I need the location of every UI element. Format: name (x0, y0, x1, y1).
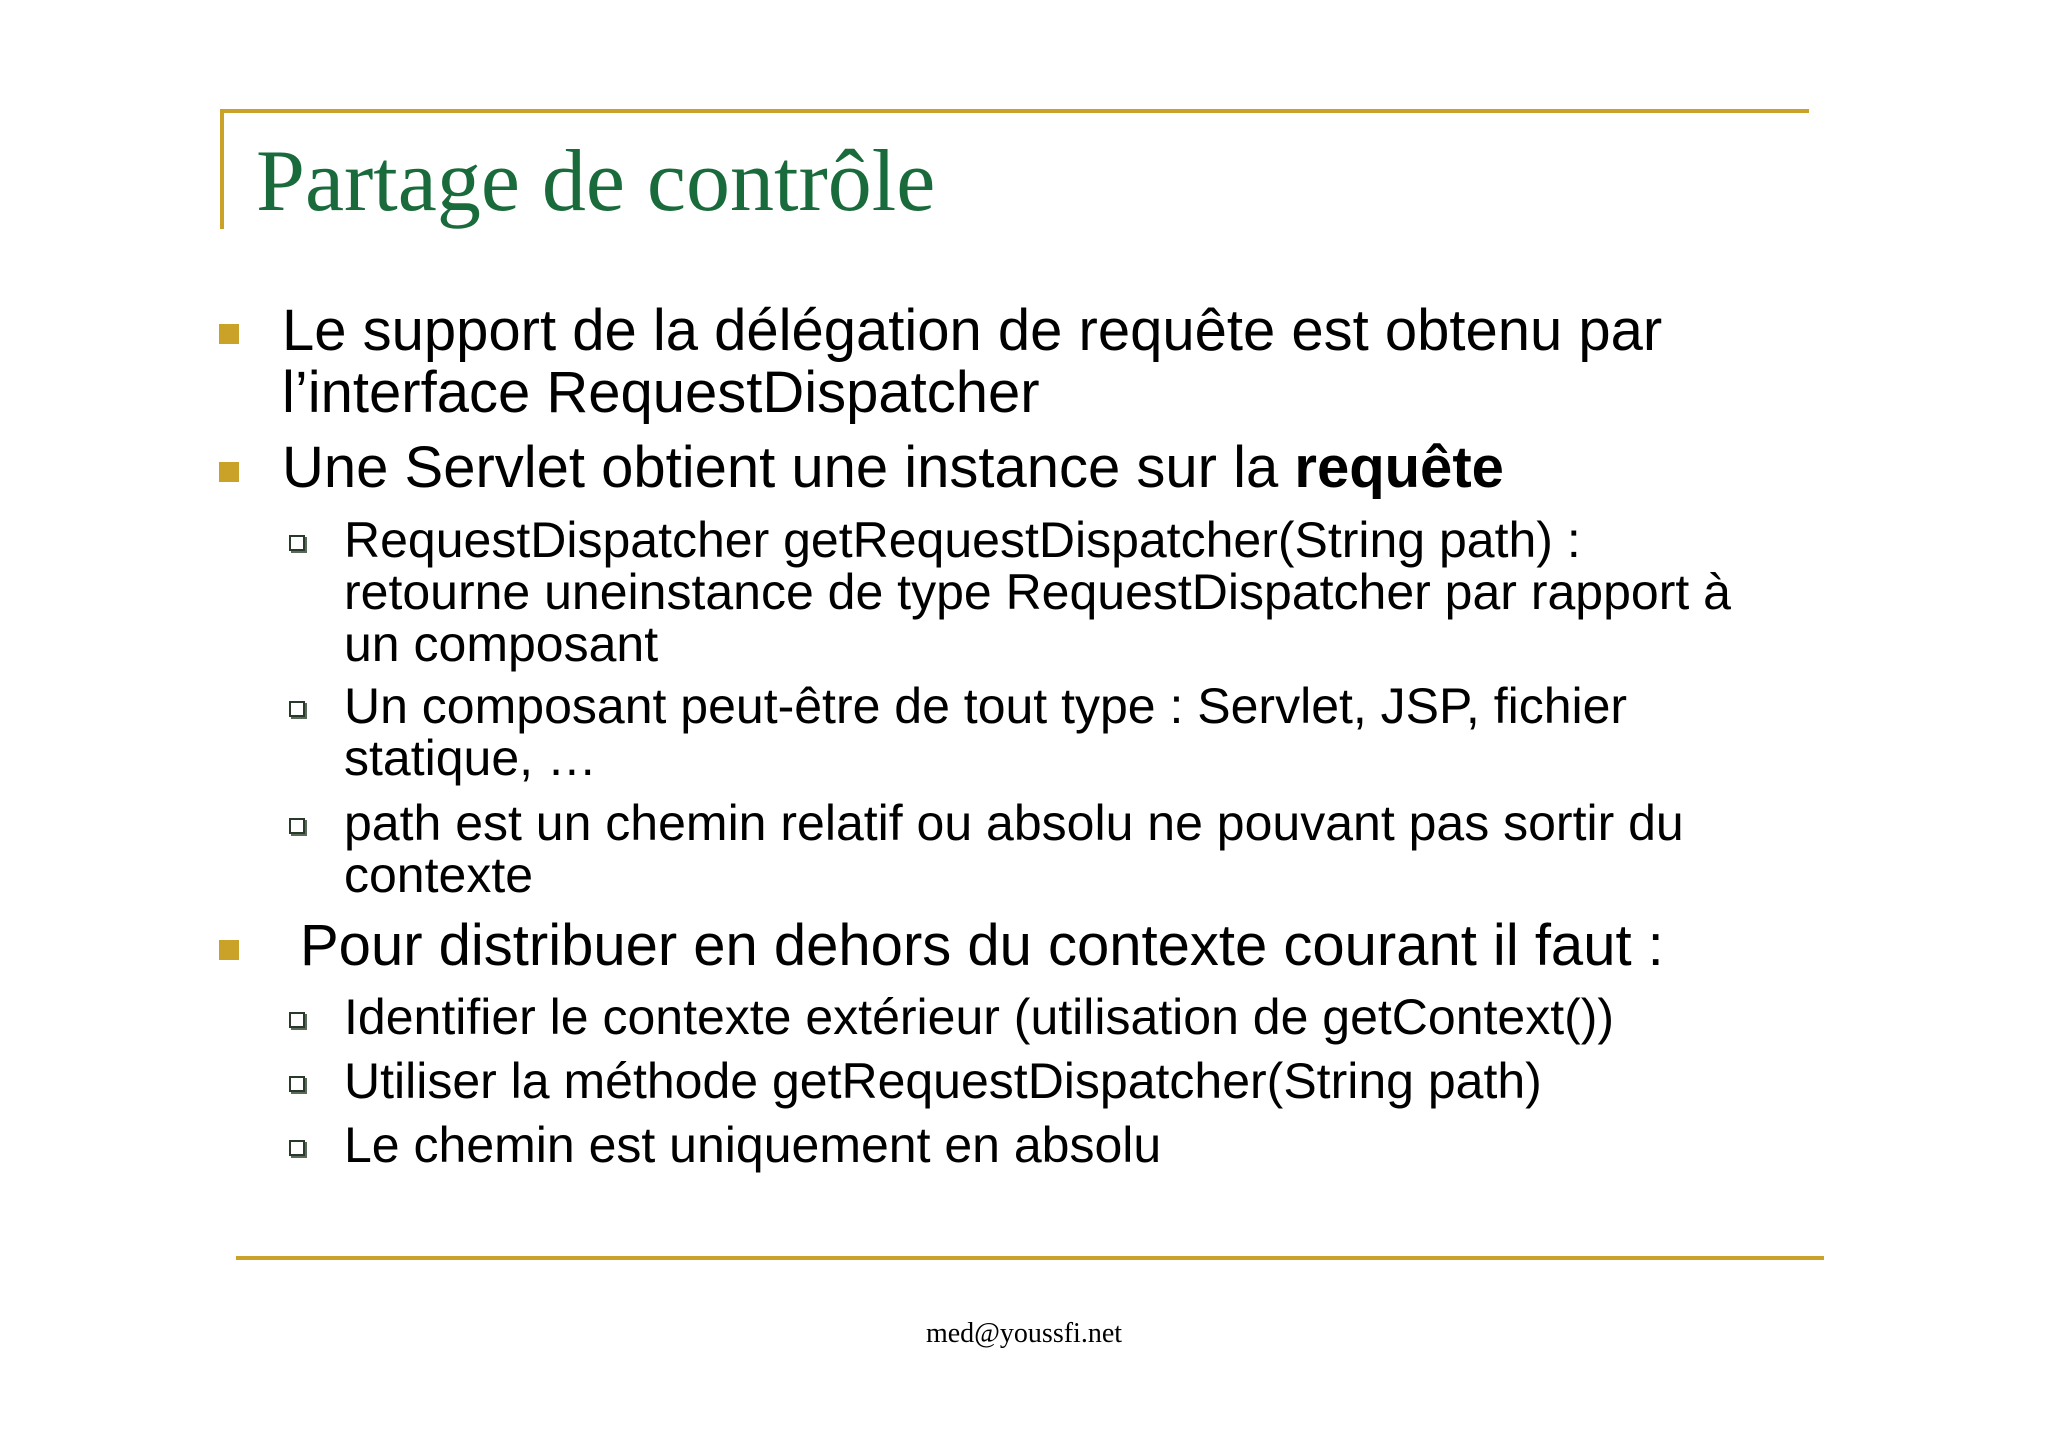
sub-2-1-line-2: retourne uneinstance de type RequestDispatcher par rapport à (344, 564, 1731, 620)
sub-bullet-checkbox-icon (289, 535, 305, 551)
sub-2-1-line-1: RequestDispatcher getRequestDispatcher(String path) : (344, 512, 1581, 568)
sub-3-1-text: Identifier le contexte extérieur (utilisation de getContext()) (344, 989, 1615, 1045)
sub-2-3-line-1: path est un chemin relatif ou absolu ne pouvant pas sortir du (344, 795, 1684, 851)
bullet-2-plain: Une Servlet obtient une instance sur la (282, 435, 1295, 500)
bullet-square-icon (219, 324, 239, 344)
sub-2-2-line-2: statique, … (344, 730, 597, 786)
sub-bullet-checkbox-icon (289, 1140, 305, 1156)
sub-2-2-line-1: Un composant peut-être de tout type : Servlet, JSP, fichier (344, 678, 1628, 734)
sub-bullet-checkbox-icon (289, 701, 305, 717)
bullet-2-bold: requête (1294, 435, 1504, 500)
slide-title: Partage de contrôle (256, 133, 936, 230)
sub-bullet-checkbox-icon (289, 818, 305, 834)
sub-2-3-line-2: contexte (344, 847, 534, 903)
footer-email: med@youssfi.net (925, 1318, 1123, 1349)
bullet-2-text (282, 437, 1504, 499)
sub-3-2-text: Utiliser la méthode getRequestDispatcher(String path) (344, 1053, 1542, 1109)
bottom-rule (236, 1256, 1824, 1260)
sub-bullet-checkbox-icon (289, 1012, 305, 1028)
bullet-1-line-2: l’interface RequestDispatcher (282, 360, 1040, 425)
sub-3-3-text: Le chemin est uniquement en absolu (344, 1117, 1162, 1173)
sub-2-1-line-3: un composant (344, 616, 659, 672)
left-rule (220, 109, 224, 229)
bullet-3-text: Pour distribuer en dehors du contexte courant il faut : (300, 913, 1664, 978)
bullet-square-icon (219, 940, 239, 960)
bullet-1-line-1: Le support de la délégation de requête est obtenu par (282, 298, 1663, 363)
top-rule (220, 109, 1809, 113)
bullet-square-icon (219, 462, 239, 482)
sub-bullet-checkbox-icon (289, 1076, 305, 1092)
